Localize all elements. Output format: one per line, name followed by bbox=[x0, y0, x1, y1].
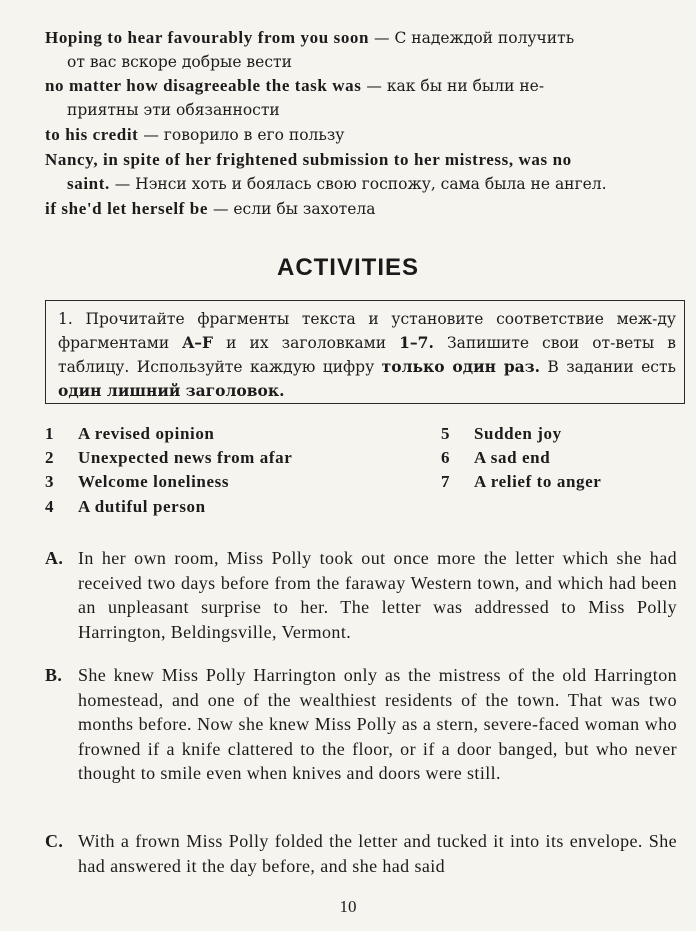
heading-text: A revised opinion bbox=[78, 424, 215, 443]
section-title: ACTIVITIES bbox=[276, 254, 419, 281]
glossary-translation: — говорило в его пользу bbox=[143, 126, 345, 144]
task-emphasis: один лишний заголовок. bbox=[58, 381, 285, 400]
glossary-translation-cont: от вас вскоре добрые вести bbox=[67, 53, 292, 71]
glossary-translation: — если бы захотела bbox=[212, 200, 376, 218]
glossary-entry bbox=[45, 74, 677, 122]
task-instructions bbox=[45, 300, 685, 404]
heading-number: 7 bbox=[441, 472, 451, 491]
task-text: Запишите свои от-веты в таблицу. Используйте каждую цифру bbox=[58, 334, 676, 376]
fragment-a bbox=[45, 546, 677, 644]
glossary-phrase: Nancy, in spite of her frightened submission to her mistress, was no bbox=[45, 150, 572, 169]
heading-number: 3 bbox=[45, 472, 55, 491]
heading-text: A sad end bbox=[474, 448, 551, 467]
heading-text: Welcome loneliness bbox=[78, 472, 230, 491]
fragment-letter: A. bbox=[45, 548, 64, 568]
glossary-entry bbox=[45, 26, 677, 74]
task-text: и их заголовками bbox=[226, 334, 387, 352]
task-text: В задании есть bbox=[547, 358, 676, 376]
task-emphasis: A–F bbox=[182, 333, 214, 352]
heading-text: Sudden joy bbox=[474, 424, 562, 443]
fragment-text: She knew Miss Polly Harrington only as the mistress of the old Harrington homestead, and one of the wealthiest residents of the town. That was two months before. Now she knew Miss Polly as a stern, severe-faced woman who frowned if a knife clattered to the floor, or if a door banged, but who never thought to smile even when knives and doors were still. bbox=[78, 665, 677, 783]
glossary-translation: — Нэнси хоть и боялась свою госпожу, сама была не ангел. bbox=[114, 175, 607, 193]
glossary-translation: — как бы ни были не- bbox=[366, 77, 545, 95]
glossary-entry bbox=[45, 197, 677, 221]
task-emphasis: 1–7. bbox=[399, 333, 434, 352]
glossary-translation-cont: приятны эти обязанности bbox=[67, 101, 280, 119]
heading-text: Unexpected news from afar bbox=[78, 448, 293, 467]
glossary-phrase: no matter how disagreeable the task was bbox=[45, 76, 362, 95]
glossary-entry bbox=[45, 123, 677, 147]
heading-number: 6 bbox=[441, 448, 451, 467]
fragment-letter: C. bbox=[45, 831, 64, 851]
glossary-phrase: to his credit bbox=[45, 125, 139, 144]
fragment-text: In her own room, Miss Polly took out once more the letter which she had received two days before from the faraway Western town, and which had been an unpleasant surprise to her. The letter was addressed to Miss Polly Harrington, Beldingsville, Vermont. bbox=[78, 548, 677, 642]
glossary-phrase: Hoping to hear favourably from you soon bbox=[45, 28, 370, 47]
heading-number: 1 bbox=[45, 424, 55, 443]
page-number: 10 bbox=[339, 897, 357, 916]
heading-text: A dutiful person bbox=[78, 497, 206, 516]
fragment-text: With a frown Miss Polly folded the letter and tucked it into its envelope. She had answered it the day before, and she had said bbox=[78, 831, 677, 876]
task-text: Прочитайте фрагменты текста и установите соответствие меж-ду фрагментами bbox=[58, 310, 676, 352]
heading-number: 2 bbox=[45, 448, 55, 467]
fragment-c bbox=[45, 829, 677, 878]
heading-text: A relief to anger bbox=[474, 472, 602, 491]
task-emphasis: только один раз. bbox=[381, 357, 540, 376]
heading-number: 5 bbox=[441, 424, 451, 443]
fragment-letter: B. bbox=[45, 665, 63, 685]
task-number: 1. bbox=[58, 310, 73, 328]
heading-number: 4 bbox=[45, 497, 55, 516]
glossary-entry bbox=[45, 148, 677, 196]
fragment-b bbox=[45, 663, 677, 786]
glossary-phrase-cont: saint. bbox=[67, 174, 110, 193]
glossary-translation: — С надеждой получить bbox=[374, 29, 575, 47]
glossary-phrase: if she'd let herself be bbox=[45, 199, 208, 218]
